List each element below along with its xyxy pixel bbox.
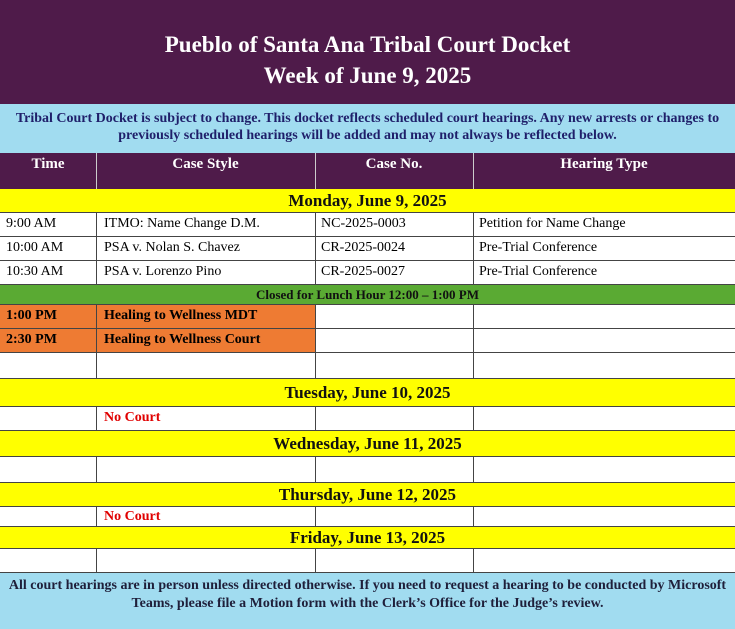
cell-time: 10:00 AM bbox=[6, 240, 64, 255]
cell-case-no: CR-2025-0024 bbox=[321, 240, 405, 255]
table-row bbox=[0, 237, 735, 261]
day-header-tuesday: Tuesday, June 10, 2025 bbox=[0, 379, 735, 407]
lunch-break-row: Closed for Lunch Hour 12:00 – 1:00 PM bbox=[0, 285, 735, 305]
table-row bbox=[0, 329, 735, 353]
cell-hearing-type: Pre-Trial Conference bbox=[479, 240, 598, 255]
docket-footer-note: All court hearings are in person unless directed otherwise. If you need to request a hearing to be conducted by Microsoft Teams, please file a Motion form with the Clerk’s Office for the Judge’s review. bbox=[0, 573, 735, 629]
docket-notice: Tribal Court Docket is subject to change. This docket reflects scheduled court hearings. Any new arrests or changes to previously scheduled hearings will be added and may not always be reflected below. bbox=[0, 104, 735, 153]
col-time: Time bbox=[31, 156, 65, 172]
col-case-no: Case No. bbox=[365, 156, 423, 172]
day-header-monday: Monday, June 9, 2025 bbox=[0, 189, 735, 213]
col-case-style: Case Style bbox=[172, 156, 239, 172]
cell-case-style: PSA v. Lorenzo Pino bbox=[104, 264, 222, 279]
empty-row bbox=[0, 457, 735, 483]
cell-time: 10:30 AM bbox=[6, 264, 64, 279]
docket-week: Week of June 9, 2025 bbox=[263, 63, 472, 88]
day-header-wednesday: Wednesday, June 11, 2025 bbox=[0, 431, 735, 457]
cell-time: 9:00 AM bbox=[6, 216, 57, 231]
cell-time: 2:30 PM bbox=[0, 329, 96, 352]
cell-hearing-type: Petition for Name Change bbox=[479, 216, 626, 231]
col-hearing-type: Hearing Type bbox=[560, 156, 648, 172]
column-header-row bbox=[0, 153, 735, 189]
day-header-friday: Friday, June 13, 2025 bbox=[0, 527, 735, 549]
empty-row bbox=[0, 549, 735, 573]
day-header-thursday: Thursday, June 12, 2025 bbox=[0, 483, 735, 507]
cell-time: 1:00 PM bbox=[0, 305, 96, 328]
cell-case-style: Healing to Wellness Court bbox=[96, 329, 315, 352]
table-row bbox=[0, 507, 735, 527]
cell-hearing-type: Pre-Trial Conference bbox=[479, 264, 598, 279]
empty-row bbox=[0, 353, 735, 379]
cell-case-no: NC-2025-0003 bbox=[321, 216, 406, 231]
cell-case-style: PSA v. Nolan S. Chavez bbox=[104, 240, 240, 255]
table-row bbox=[0, 407, 735, 431]
docket-header bbox=[0, 0, 735, 104]
docket-title: Pueblo of Santa Ana Tribal Court Docket bbox=[164, 32, 571, 57]
cell-case-style: ITMO: Name Change D.M. bbox=[104, 216, 260, 231]
table-row bbox=[0, 305, 735, 329]
no-court-label: No Court bbox=[104, 410, 161, 425]
cell-case-no: CR-2025-0027 bbox=[321, 264, 405, 279]
cell-case-style: Healing to Wellness MDT bbox=[96, 305, 315, 328]
no-court-label: No Court bbox=[104, 509, 161, 524]
table-row bbox=[0, 261, 735, 285]
table-row bbox=[0, 213, 735, 237]
